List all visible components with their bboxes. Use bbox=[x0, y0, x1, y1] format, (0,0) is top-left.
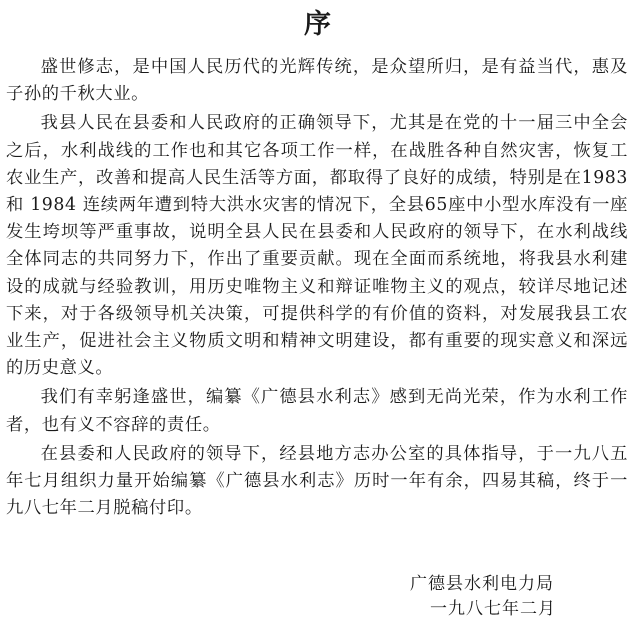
signature-organization: 广德县水利电力局 bbox=[410, 574, 554, 594]
signature-date: 一九八七年二月 bbox=[430, 599, 556, 619]
paragraph-3: 我们有幸躬逢盛世，编纂《广德县水利志》感到无尚光荣，作为水利工作者，也有义不容辞的责任。 bbox=[6, 387, 628, 435]
page-title: 序 bbox=[304, 9, 333, 40]
paragraph-2: 我县人民在县委和人民政府的正确领导下，尤其是在党的十一届三中全会之后，水利战线的工作也和其它各项工作一样，在战胜各种自然灾害，恢复工农业生产，改善和提高人民生活等方面，都取得了良好的成绩，特别是在1983和 1984 连续两年遭到特大洪水灾害的情况下，全县65座中小型水库没有一座发生垮坝等严重事故，说明全县人民在县委和人民政府的领导下，在水利战线全体同志的共同努力下，作出了重要贡献。现在全面而系统地，将我县水利建设的成就与经验教训，用历史唯物主义和辩证唯物主义的观点，较详尽地记述下来，对于各级领导机关决策，可提供科学的有价值的资料，对发展我县工农业生产，促进社会主义物质文明和精神文明建设，都有重要的现实意义和深远的历史意义。 bbox=[6, 113, 628, 379]
paragraph-4: 在县委和人民政府的领导下，经县地方志办公室的具体指导，于一九八五年七月组织力量开始编纂《广德县水利志》历时一年有余，四易其稿，终于一九八七年二月脱稿付印。 bbox=[6, 443, 628, 519]
paragraph-1: 盛世修志，是中国人民历代的光辉传统，是众望所归，是有益当代，惠及子孙的千秋大业。 bbox=[6, 57, 628, 105]
preface-body bbox=[6, 54, 628, 524]
